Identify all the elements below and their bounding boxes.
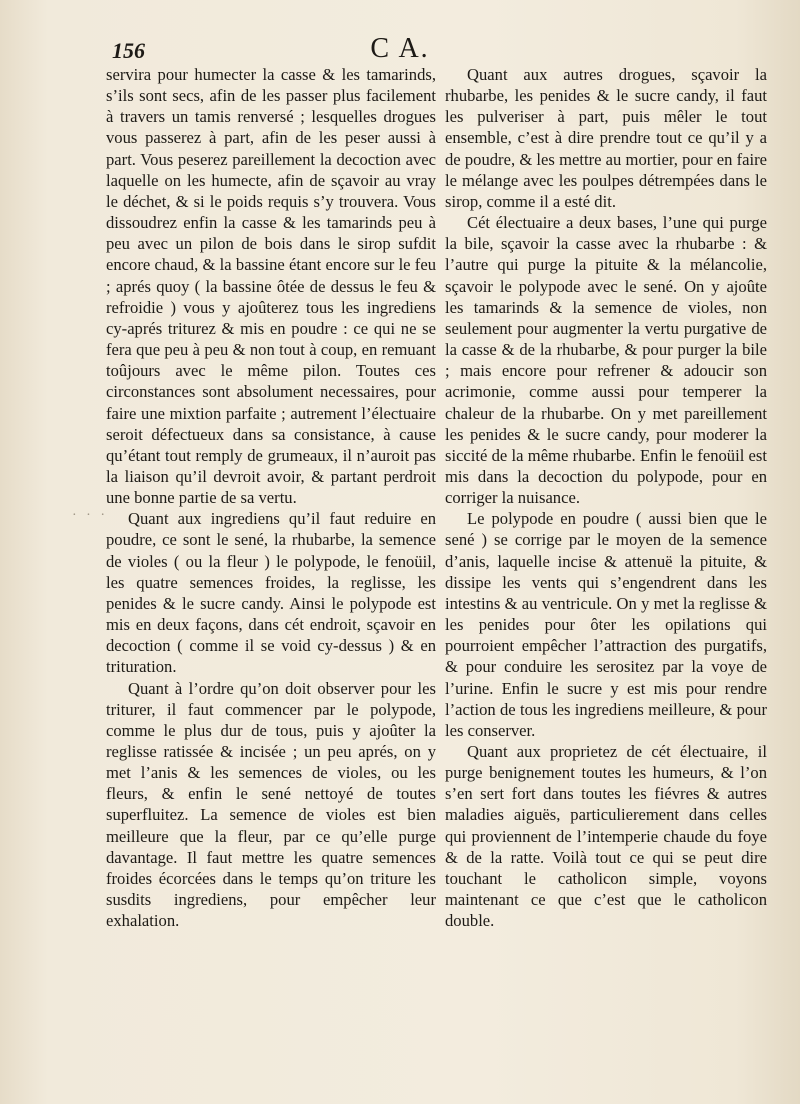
paragraph: Quant aux proprietez de cét électuaire, il purge benignement toutes les humeurs, & l’on s’en sert fort dans toutes les fiévres & autres maladies aiguës, particulierement dans celles qui proviennent de l’intemperie chaude du foye & de la ratte. Voilà tout ce qui se peut dire touchant le catholicon simple, voyons maintenant ce que c’est que le catholicon double. [445,742,767,931]
paragraph: Cét électuaire a deux bases, l’une qui purge la bile, sçavoir la casse avec la rhubarbe : & l’autre qui purge la pituite & la mélancolie, sçavoir le polypode avec le sené. On y ajoûte les tamarinds & la semence de violes, non seulement pour augmenter la vertu purgative de la casse & de la rhubarbe, & pour purger la bile ; mais encore pour refrener & adoucir son acrimonie, comme aussi pour temperer la chaleur de la rhubarbe. On y met pareillement les penides & le sucre candy, pour moderer la siccité de la même rhubarbe. Enfin le fenoüil est mis dans la decoction du polypode, pour en corriger la nuisance. [445,213,767,508]
running-head: C A. [370,33,430,64]
binding-holes: · · · [72,508,108,523]
page-number: 156 [112,38,145,63]
paragraph: Quant aux ingrediens qu’il faut reduire en poudre, ce sont le sené, la rhubarbe, la semence de violes ( ou la fleur ) le polypode, le fenoüil, les quatre semences froides, la reglisse, les penides & le sucre candy. Ainsi le polypode est mis en deux façons, dans cét endroit, sçavoir en decoction ( comme il se void cy-dessus ) & en trituration. [106,509,436,677]
paragraph: Quant aux autres drogues, sçavoir la rhubarbe, les penides & le sucre candy, il faut les pulveriser à part, puis mêler le tout ensemble, c’est à dire prendre tout ce qu’il y a de poudre, & les mettre au mortier, pour en faire le mélange avec les poulpes détrempées dans le sirop, comme il a esté dit. [445,65,767,211]
left-column [106,64,436,931]
paragraph: Quant à l’ordre qu’on doit observer pour les triturer, il faut commencer par le polypode, comme le plus dur de tous, puis y ajoûter la reglisse ratissée & incisée ; un peu aprés, on y met l’anis & les semences de violes, ou les fleurs, & enfin le sené nettoyé de toutes superfluitez. La semence de violes est bien meilleure que la fleur, par ce qu’elle purge davantage. Il faut mettre les quatre semences froides écorcées dans le temps qu’on triture les susdits ingrediens, pour empêcher leur exhalation. [106,678,436,931]
paragraph: servira pour humecter la casse & les tamarinds, s’ils sont secs, afin de les passer plus facilement à travers un tamis renversé ; lesquelles drogues vous passerez à part, afin de les peser aussi à part. Vous peserez pareillement la decoction avec laquelle on les humecte, afin de sçavoir au vray le déchet, & si le poids requis s’y trouvera. Vous dissoudrez enfin la casse & les tamarinds peu à peu avec un pilon de bois dans le sirop sufdit encore chaud, & la bassine étant encore sur le feu ; aprés quoy ( la bassine ôtée de dessus le feu & refroidie ) vous y ajoûterez tous les ingrediens cy-aprés triturez & mis en poudre : ce qui ne se fera que peu à peu & non tout à coup, en remuant toûjours avec le même pilon. Toutes ces circonstances sont absolument necessaires, pour faire une mixtion parfaite ; autrement l’électuaire seroit défectueux dans sa consistance, à cause qu’étant tout remply de grumeaux, il n’auroit pas la liaison qu’il devroit avoir, & partant perdroit une bonne partie de sa vertu. [106,65,436,508]
paragraph: Le polypode en poudre ( aussi bien que le sené ) se corrige par le moyen de la semence d’anis, laquelle incise & attenuë la pituite, & dissipe les vents qui s’engendrent dans les intestins & au ventricule. On y met la reglisse & les penides pour ôter les opilations qui pourroient empêcher l’attraction des purgatifs, & pour conduire les serositez par la voye de l’urine. Enfin le sucre y est mis pour rendre l’action de tous les ingrediens meilleure, & pour les conserver. [445,509,767,740]
right-column [445,64,767,931]
